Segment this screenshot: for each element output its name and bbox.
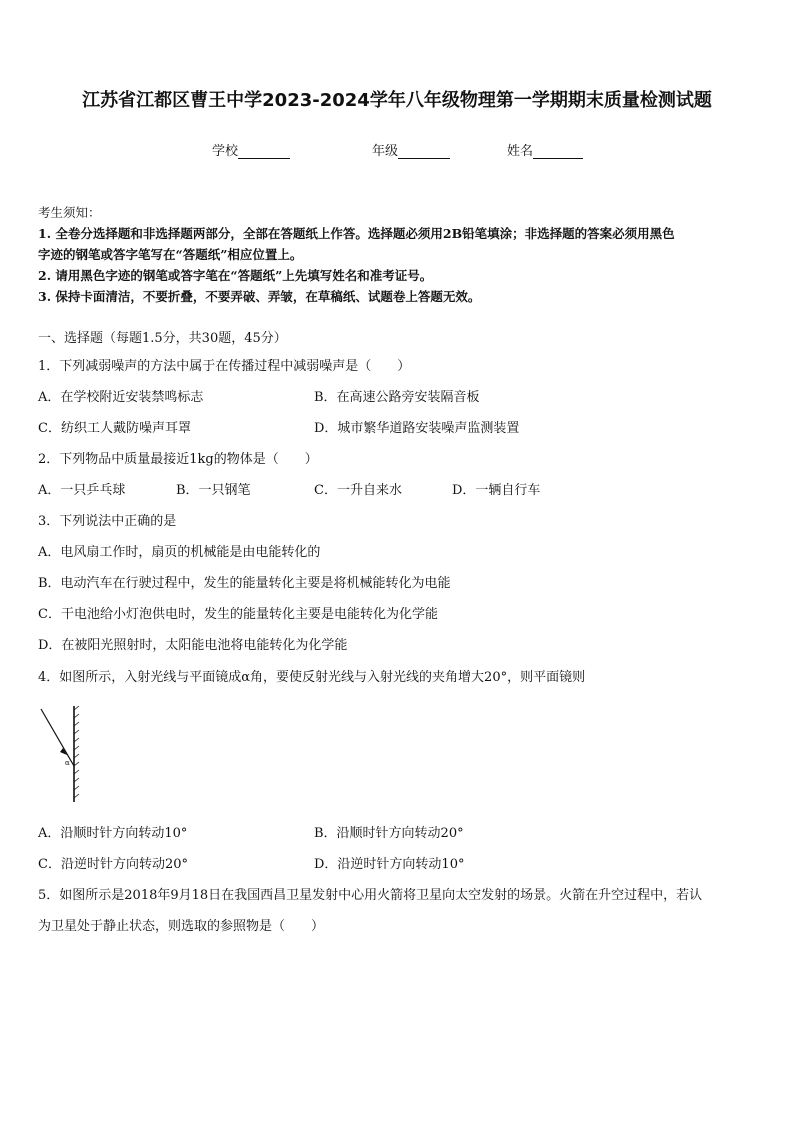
exam-title: 江苏省江都区曹王中学2023-2024学年八年级物理第一学期期末质量检测试题 xyxy=(82,90,712,111)
q4-option-a: A．沿顺时针方向转动10° xyxy=(38,826,188,841)
notice-item: 3. 保持卡面清洁，不要折叠，不要弄破、弄皱，在草稿纸、试题卷上答题无效。 xyxy=(38,289,481,304)
incident-ray xyxy=(41,709,74,766)
school-label: 学校 xyxy=(212,144,239,159)
q2-option-b: B．一只钢笔 xyxy=(176,483,251,498)
question-4-stem: 4．如图所示，入射光线与平面镜成α角，要使反射光线与入射光线的夹角增大20°，则平面镜则 xyxy=(38,670,586,685)
notice-item: 1. 全卷分选择题和非选择题两部分，全部在答题纸上作答。选择题必须用2B铅笔填涂；非选择题的答案必须用黑色 xyxy=(38,226,675,241)
section-title: 一、选择题（每题1.5分，共30题，45分） xyxy=(38,331,287,346)
notice-item: 2. 请用黑色字迹的钢笔或答字笔在“答题纸”上先填写姓名和准考证号。 xyxy=(38,268,433,283)
q2-option-c: C．一升自来水 xyxy=(314,483,402,498)
q3-option-d: D．在被阳光照射时，太阳能电池将电能转化为化学能 xyxy=(38,638,348,653)
q3-option-c: C．干电池给小灯泡供电时，发生的能量转化主要是电能转化为化学能 xyxy=(38,607,438,622)
question-5-stem-line1: 5．如图所示是2018年9月18日在我国西昌卫星发射中心用火箭将卫星向太空发射的场景。火箭在升空过程中，若认 xyxy=(38,888,703,903)
q1-option-a: A．在学校附近安装禁鸣标志 xyxy=(38,390,204,405)
q4-option-d: D．沿逆时针方向转动10° xyxy=(314,857,465,872)
name-blank xyxy=(533,144,583,159)
q1-option-b: B．在高速公路旁安装隔音板 xyxy=(314,390,480,405)
grade-field xyxy=(372,140,450,159)
q1-option-d: D．城市繁华道路安装噪声监测装置 xyxy=(314,421,520,436)
alpha-angle-label: α xyxy=(65,759,70,767)
question-1-stem: 1．下列减弱噪声的方法中属于在传播过程中减弱噪声是（ ） xyxy=(38,359,411,374)
grade-blank xyxy=(398,144,450,159)
question-2-stem: 2．下列物品中质量最接近1kg的物体是（ ） xyxy=(38,452,318,467)
q3-option-b: B．电动汽车在行驶过程中，发生的能量转化主要是将机械能转化为电能 xyxy=(38,576,451,591)
school-blank xyxy=(238,144,290,159)
q2-option-a: A．一只乒乓球 xyxy=(38,483,126,498)
q4-option-b: B．沿顺时针方向转动20° xyxy=(314,826,464,841)
q1-option-c: C．纺织工人戴防噪声耳罩 xyxy=(38,421,191,436)
school-field xyxy=(212,140,290,159)
grade-label: 年级 xyxy=(372,144,399,159)
notice-item: 字迹的钢笔或答字笔写在“答题纸”相应位置上。 xyxy=(38,247,303,262)
mirror-diagram xyxy=(36,704,86,804)
q2-option-d: D．一辆自行车 xyxy=(452,483,541,498)
q3-option-a: A．电风扇工作时，扇页的机械能是由电能转化的 xyxy=(38,545,321,560)
notice-heading: 考生须知： xyxy=(38,205,101,220)
question-5-stem-line2: 为卫星处于静止状态，则选取的参照物是（ ） xyxy=(38,919,325,934)
name-label: 姓名 xyxy=(507,144,534,159)
question-3-stem: 3．下列说法中正确的是 xyxy=(38,514,177,529)
name-field xyxy=(507,140,583,159)
q4-option-c: C．沿逆时针方向转动20° xyxy=(38,857,188,872)
